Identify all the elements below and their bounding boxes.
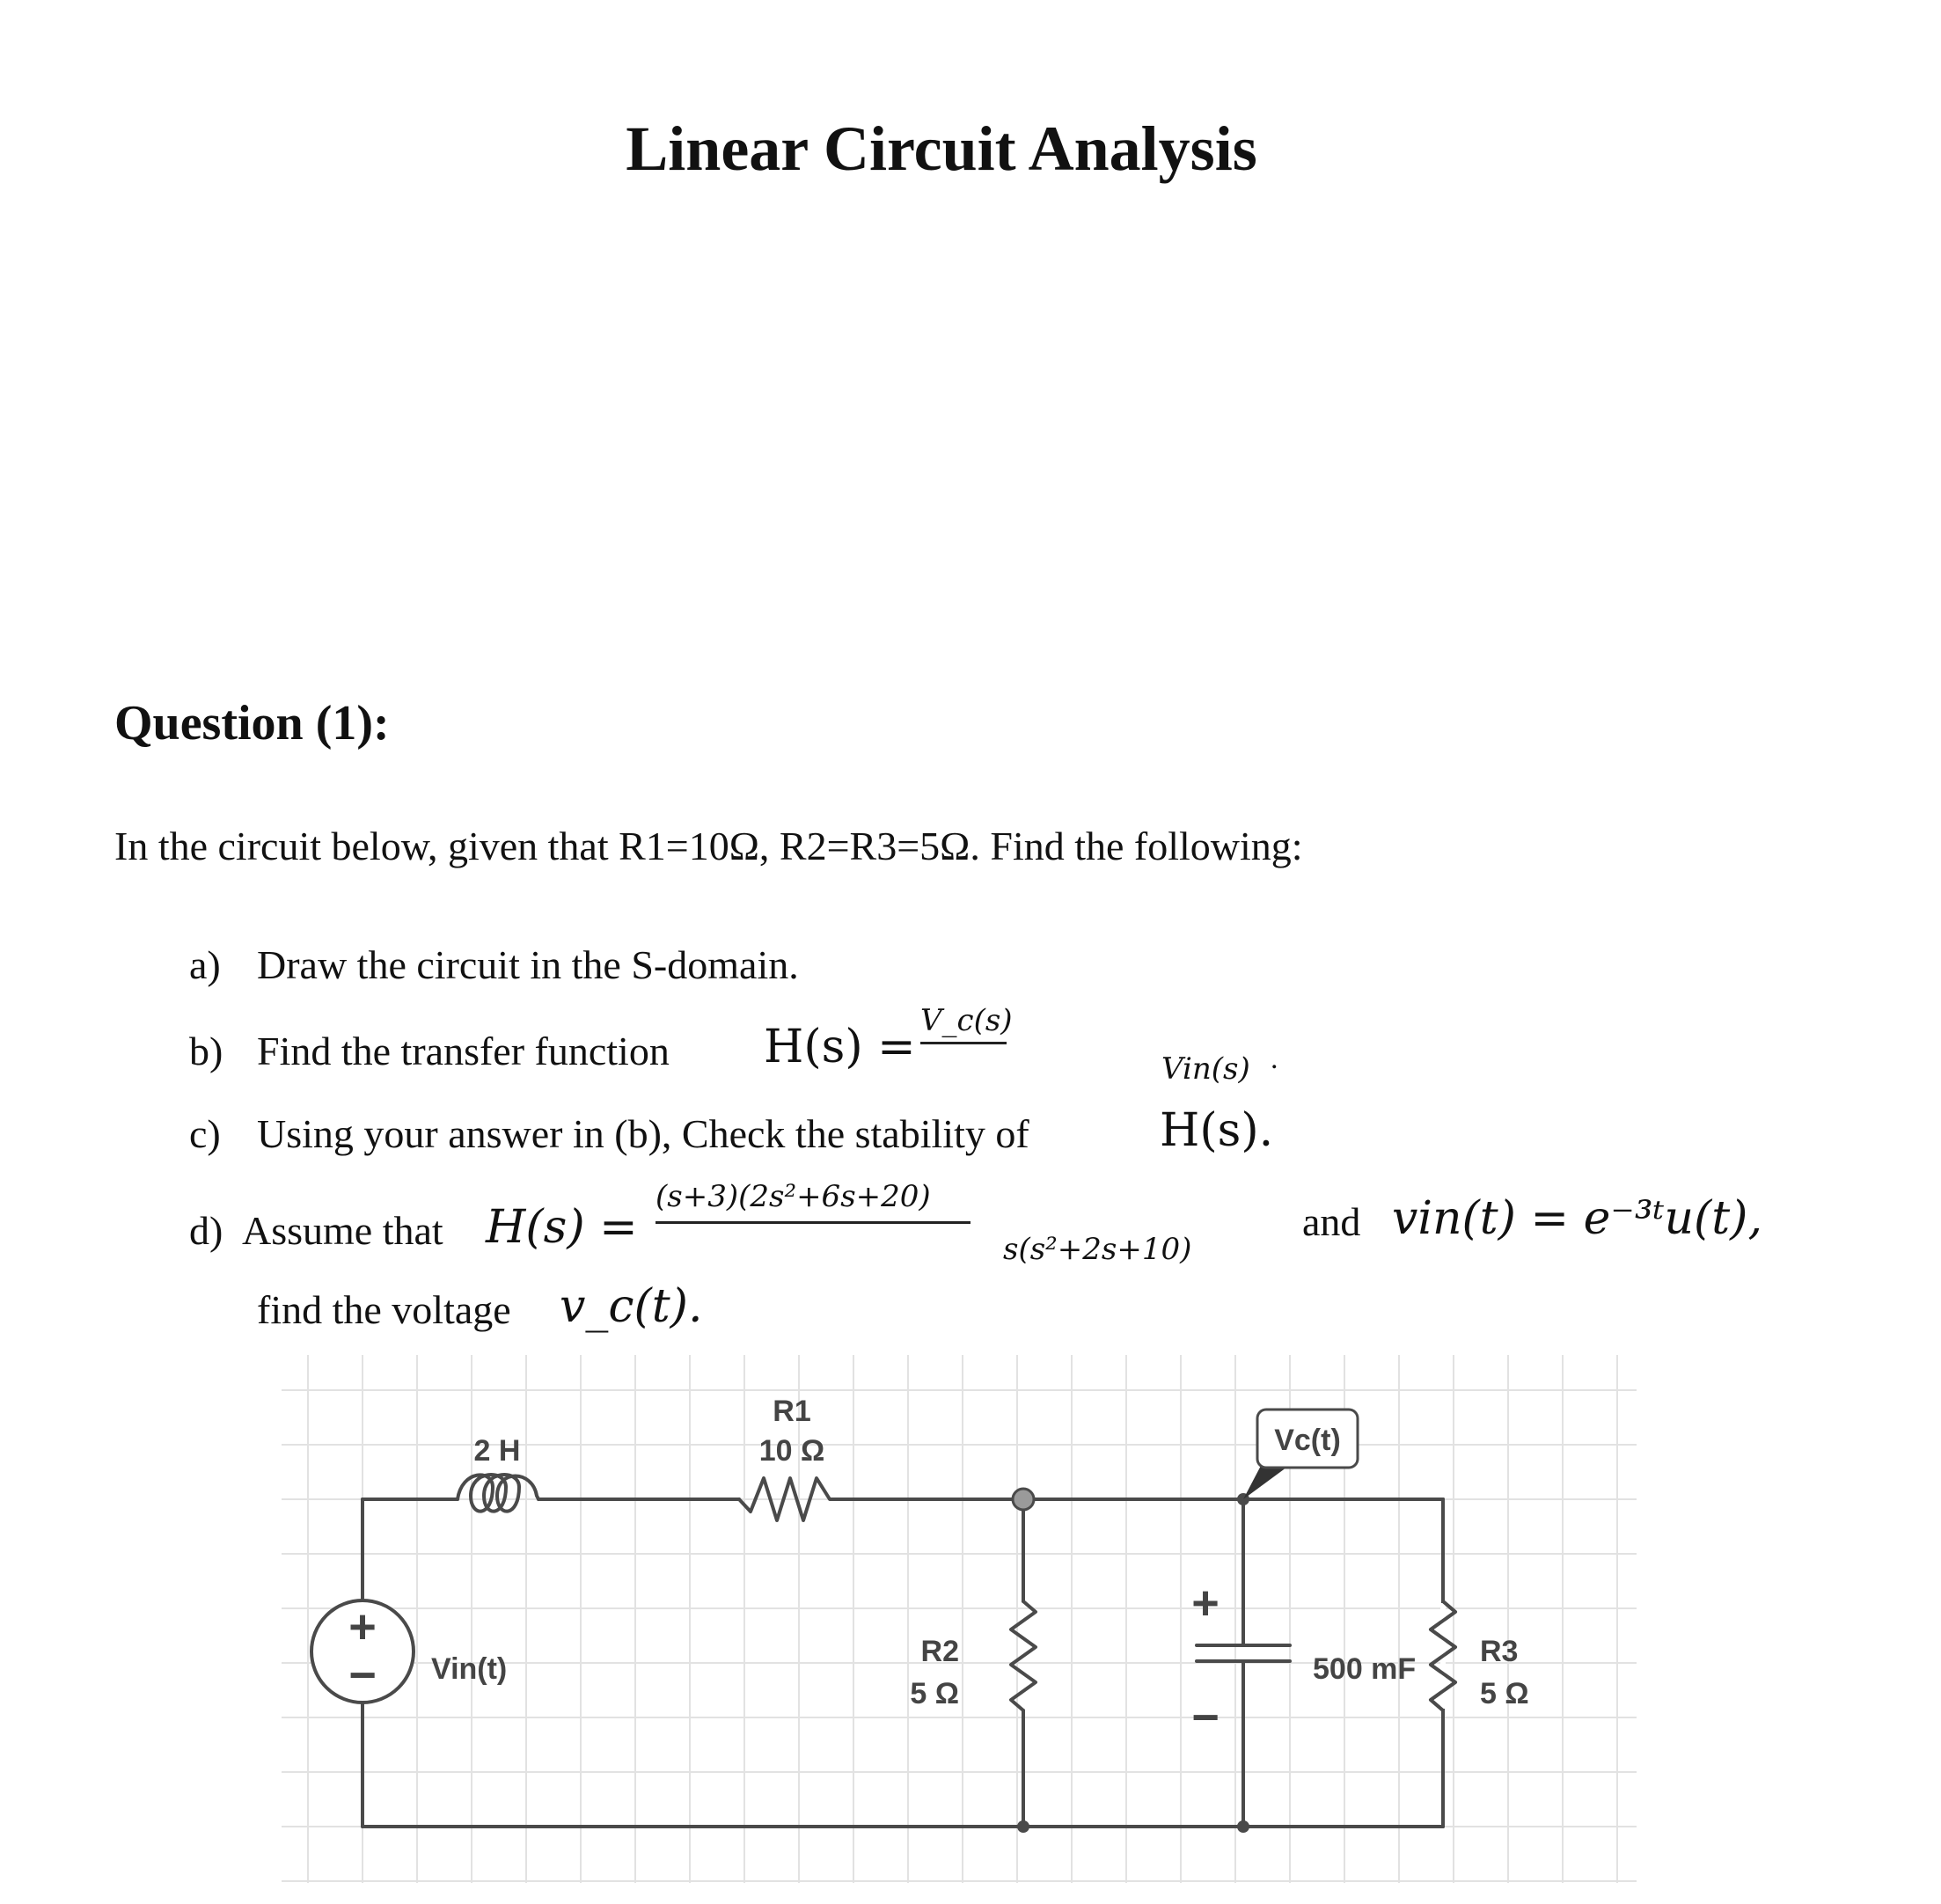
r3-value: 5 Ω [1480,1677,1529,1710]
item-d-denominator: s(s²+2s+10) [1003,1232,1192,1267]
item-b-marker: b) [189,1029,223,1073]
item-d-marker: d) [189,1208,223,1253]
item-d-fraction-bar [656,1221,970,1224]
item-b-end: . [1271,1043,1278,1075]
item-a-marker: a) [189,942,221,987]
inductor-value: 2 H [473,1434,521,1468]
item-d-line2: find the voltage [257,1287,511,1332]
r2-value: 5 Ω [910,1677,959,1710]
cap-minus: − [1191,1691,1220,1744]
item-d-text: Assume that [242,1208,443,1253]
source-name: Vin(t) [431,1652,508,1686]
r3-name: R3 [1480,1635,1519,1668]
item-d-vc: v_c(t). [560,1280,703,1333]
r1-name: R1 [773,1395,811,1428]
node-bottom-cap [1237,1820,1249,1833]
source-plus: + [348,1600,377,1653]
source-minus: − [348,1649,377,1702]
capacitor-value: 500 mF [1313,1652,1417,1686]
probe-label: Vc(t) [1274,1424,1341,1457]
node-bottom-r2 [1017,1820,1029,1833]
item-b-denominator: Vin(s) [1161,1051,1250,1087]
cap-plus: + [1191,1577,1220,1629]
r2-zigzag [1011,1601,1036,1710]
question-heading: Question (1): [114,696,390,751]
item-d-and: and [1302,1199,1361,1244]
question-intro: In the circuit below, given that R1=10Ω, R2=R3=5Ω. Find the following: [114,824,1303,868]
item-a-text: Draw the circuit in the S-domain. [257,942,799,987]
item-d-hs: H(s) = [486,1201,638,1254]
item-b-numerator: V_c(s) [920,1003,1013,1038]
page-title: Linear Circuit Analysis [626,114,1257,184]
item-b-fraction-bar [920,1042,1007,1044]
item-b-hs: H(s) = [764,1021,916,1073]
item-d-numerator: (s+3)(2s²+6s+20) [656,1179,931,1214]
item-b-text: Find the transfer function [257,1029,670,1073]
item-c-marker: c) [189,1111,221,1156]
node-top-r2 [1013,1489,1034,1510]
item-d-vin: vin(t) = e⁻³ᵗu(t), [1392,1192,1762,1245]
r1-value: 10 Ω [758,1434,825,1468]
item-c-text: Using your answer in (b), Check the stability of [257,1111,1029,1156]
r2-name: R2 [920,1635,959,1668]
item-c-hs: H(s). [1160,1104,1274,1157]
circuit-diagram [282,1355,1654,1892]
